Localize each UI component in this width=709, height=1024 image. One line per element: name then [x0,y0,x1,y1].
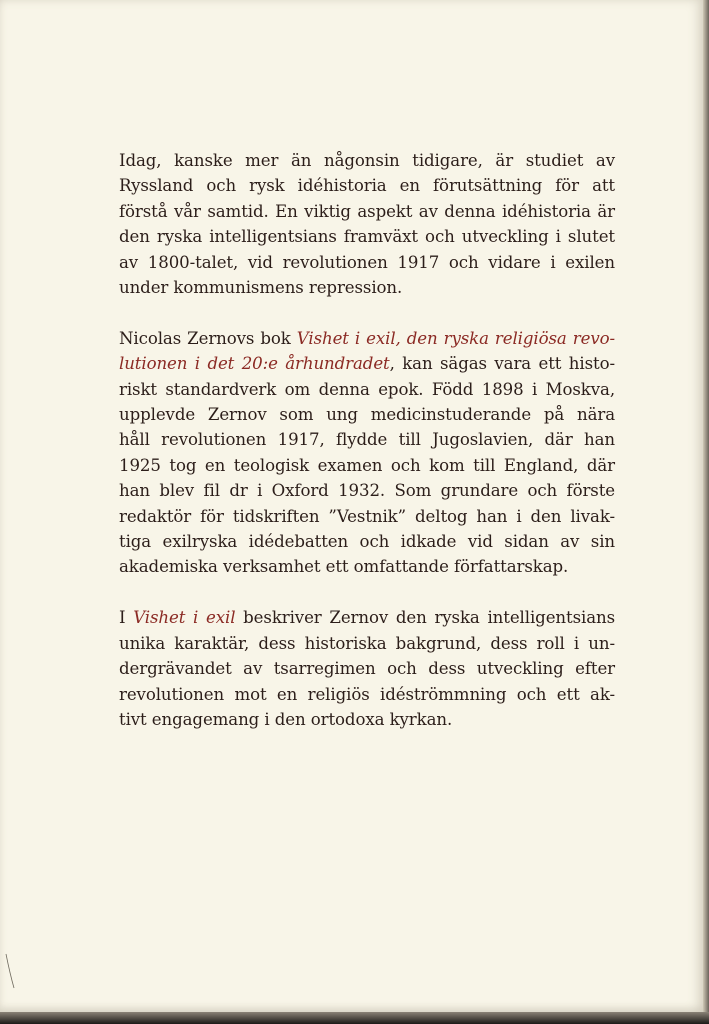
text-line [119,148,615,173]
text-line [119,478,615,503]
text-line [119,656,615,681]
text-line [119,199,615,224]
text-segment: tiga exilryska idédebatten och idkade vid sidan av sin [119,532,615,552]
text-line [119,224,615,249]
paragraph [119,326,615,580]
text-line [119,427,615,452]
text-segment: av 1800-talet, vid revolutionen 1917 och vidare i exilen [119,252,615,272]
page-edge-right [703,0,709,1024]
text-segment: unika karaktär, dess historiska bakgrund, dess roll i un- [119,633,615,653]
text-line [119,682,615,707]
text-segment: Idag, kanske mer än någonsin tidigare, är studiet av [119,151,615,170]
text-line [119,631,615,656]
text-line [119,173,615,198]
cover-text [119,148,615,732]
text-segment: upplevde Zernov som ung medicinstuderande på nära [119,405,615,425]
paragraph [119,148,615,300]
text-segment: , kan sägas vara ett histo- [389,354,615,374]
text-line [119,605,615,630]
text-segment: I [119,608,134,628]
text-segment: den ryska intelligentsians framväxt och utveckling i slutet [119,227,615,247]
text-segment: 1925 tog en teologisk examen och kom till England, där [119,455,615,475]
text-line [119,554,615,579]
text-line [119,402,615,427]
pen-mark [4,952,18,992]
text-segment: redaktör för tidskriften ”Vestnik” deltog han i den livak- [119,506,615,526]
text-line [119,529,615,554]
text-segment: håll revolutionen 1917, flydde till Jugoslavien, där han [119,430,615,450]
paragraph [119,605,615,732]
text-segment: Nicolas Zernovs bok [119,328,297,348]
text-segment: Ryssland och rysk idéhistoria en förutsättning för att [119,176,615,196]
text-line [119,250,615,275]
text-segment: riskt standardverk om denna epok. Född 1898 i Moskva, [119,379,615,399]
text-line [119,377,615,402]
text-segment: akademiska verksamhet ett omfattande författarskap. [119,557,569,577]
text-line [119,504,615,529]
text-segment: revolutionen mot en religiös idéströmmning och ett ak- [119,684,615,704]
text-segment: under kommunismens repression. [119,278,403,298]
book-title-italic: Vishet i exil, den ryska religiösa revo- [296,328,615,348]
text-line [119,275,615,300]
book-title-italic: Vishet i exil [133,608,236,628]
book-title-italic: lutionen i det 20:e århundradet [119,354,390,374]
text-line [119,351,615,376]
text-line [119,453,615,478]
text-segment: han blev fil dr i Oxford 1932. Som grundare och förste [119,481,615,501]
text-line [119,326,615,351]
text-segment: dergrävandet av tsarregimen och dess utveckling efter [119,659,615,679]
text-segment: förstå vår samtid. En viktig aspekt av denna idéhistoria är [119,201,615,221]
text-segment: tivt engagemang i den ortodoxa kyrkan. [119,709,453,729]
text-segment: beskriver Zernov den ryska intelligentsians [235,608,615,628]
text-line [119,707,615,732]
page-edge-bottom [0,1012,709,1024]
